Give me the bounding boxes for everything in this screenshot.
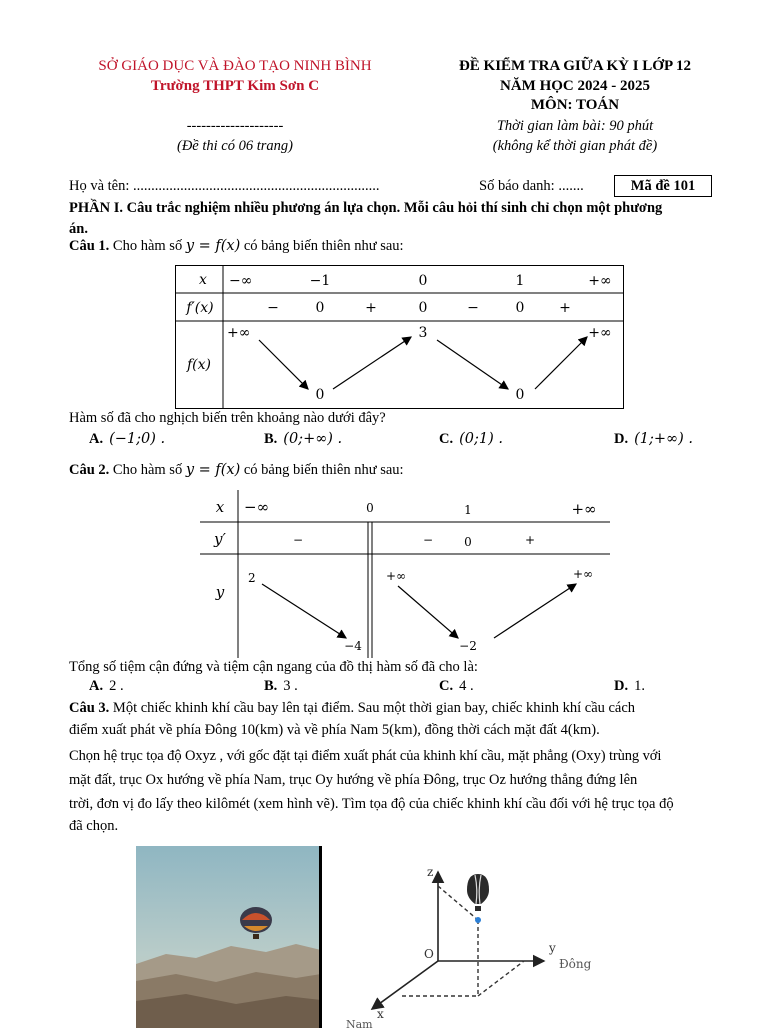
- q2-x-1: 1: [464, 503, 472, 517]
- q1-option-a[interactable]: [89, 431, 165, 448]
- q1-x-1: 1: [515, 273, 525, 289]
- q1-prompt: [69, 238, 404, 255]
- q1-x-pos-inf: +∞: [588, 273, 612, 289]
- q1-option-c-text: (0;1) .: [459, 431, 503, 447]
- q2-option-b-text: 3 .: [283, 678, 298, 694]
- exam-title: ĐỀ KIỂM TRA GIỮA KỲ I LỚP 12: [458, 58, 692, 74]
- q1-deriv-zero-3: 0: [515, 300, 525, 316]
- part1-title: [69, 198, 739, 240]
- q3-label: Câu 3.: [69, 700, 110, 716]
- student-name-field: Họ và tên: ....................................................................: [69, 178, 380, 194]
- q2-y-val-1: 2: [248, 571, 256, 585]
- pages-note: (Đề thi có 06 trang): [177, 138, 293, 154]
- q1-f-val-4: 0: [515, 387, 525, 403]
- q1-x-neg1: −1: [309, 273, 331, 289]
- q3-line3: Chọn hệ trục tọa độ Oxyz , với gốc đặt tại điểm xuất phát của khinh khí cầu, mặt phẳng (Oxy) trùng với: [69, 748, 662, 764]
- q2-option-d[interactable]: [614, 678, 645, 695]
- q3-line6: đã chọn.: [69, 818, 119, 834]
- q3-line5: trời, đơn vị đo lấy theo kilômét (xem hình vẽ). Tìm tọa độ của chiếc khinh khí cầu đối với hệ trục tọa độ: [69, 796, 674, 812]
- school-name: Trường THPT Kim Sơn C: [150, 78, 320, 94]
- q1-f-val-5: +∞: [588, 325, 612, 341]
- q1-f-val-1: +∞: [227, 325, 251, 341]
- east-label: Đông: [559, 957, 592, 971]
- q1-x-0: 0: [418, 273, 428, 289]
- q1-variation-table: [175, 265, 625, 410]
- q1-option-d[interactable]: [614, 431, 693, 448]
- q1-arrow-down-1: [259, 340, 308, 389]
- q2-text-pre: Cho hàm số: [112, 462, 183, 478]
- q2-option-b-label: B.: [264, 678, 278, 694]
- y-axis-label: y: [549, 941, 556, 955]
- q1-question: Hàm số đã cho nghịch biến trên khoảng nào dưới đây?: [69, 410, 386, 426]
- q1-deriv-sign-1: −: [267, 300, 279, 316]
- q1-option-d-text: (1;+∞) .: [634, 431, 693, 447]
- x-axis-label: x: [377, 1007, 384, 1021]
- q1-arrow-up-1: [333, 337, 411, 389]
- q1-text-pre: Cho hàm số: [112, 238, 183, 254]
- q2-deriv-sign-1: −: [292, 533, 304, 547]
- q1-function: y = f(x): [185, 238, 241, 254]
- q2-arrow-down-2: [398, 586, 458, 638]
- q1-option-a-label: A.: [89, 431, 104, 447]
- q2-option-d-label: D.: [614, 678, 629, 694]
- q2-y-label: y: [215, 583, 225, 601]
- q3-axis-diagram: [330, 846, 620, 1028]
- q3-line2: điểm xuất phát về phía Đông 10(km) và về phía Nam 5(km), đồng thời cách mặt đất 4(km).: [69, 722, 600, 738]
- q1-f-val-3: 3: [418, 325, 428, 341]
- q2-deriv-label: y′: [214, 530, 226, 548]
- q1-deriv-sign-4: +: [559, 300, 571, 316]
- school-year: NĂM HỌC 2024 - 2025: [500, 78, 650, 94]
- q2-option-c[interactable]: [439, 678, 474, 695]
- balloon-photo-image: [136, 846, 321, 1028]
- q2-option-c-label: C.: [439, 678, 454, 694]
- q1-deriv-sign-3: −: [467, 300, 479, 316]
- q1-x-neg-inf: −∞: [229, 273, 253, 289]
- q2-deriv-zero: 0: [464, 535, 472, 549]
- q1-x-label: x: [199, 272, 207, 288]
- q1-deriv-zero-1: 0: [315, 300, 325, 316]
- q2-text-post: có bảng biến thiên như sau:: [243, 462, 404, 478]
- q1-f-label: f(x): [186, 357, 212, 373]
- south-label: Nam: [346, 1018, 373, 1028]
- balloon-photo: [136, 846, 321, 1028]
- q2-x-pos-inf: +∞: [571, 500, 597, 518]
- q2-deriv-sign-2: −: [422, 533, 434, 547]
- z-axis-label: z: [427, 865, 434, 879]
- duration-note: (không kể thời gian phát đề): [492, 138, 658, 154]
- q2-x-label: x: [215, 498, 225, 516]
- student-id-field: Số báo danh: .......: [479, 178, 584, 194]
- q1-option-c-label: C.: [439, 431, 454, 447]
- q2-y-val-4: −2: [459, 639, 477, 653]
- q1-deriv-sign-2: +: [365, 300, 377, 316]
- q2-variation-table: [200, 490, 610, 658]
- q1-option-b-text: (0;+∞) .: [283, 431, 343, 447]
- q2-x-0: 0: [366, 501, 374, 515]
- q1-label: Câu 1.: [69, 238, 110, 254]
- q3-line1-text: Một chiếc khinh khí cầu bay lên tại điểm. Sau một thời gian bay, chiếc khinh khí cầu cách: [112, 700, 636, 716]
- q2-y-val-2: −4: [344, 639, 362, 653]
- q2-option-c-text: 4 .: [459, 678, 474, 694]
- q2-y-val-3: +∞: [385, 569, 407, 583]
- balloon-icon: [467, 874, 489, 911]
- q3-text: [69, 697, 739, 837]
- q1-option-d-label: D.: [614, 431, 629, 447]
- origin-label: O: [424, 947, 434, 961]
- q2-option-a-label: A.: [89, 678, 104, 694]
- q1-option-b-label: B.: [264, 431, 278, 447]
- q2-y-val-5: +∞: [572, 567, 594, 581]
- q1-option-a-text: (−1;0) .: [109, 431, 166, 447]
- q2-prompt: [69, 462, 404, 479]
- q3-line1: [69, 697, 739, 719]
- q1-deriv-label: f′(x): [186, 300, 214, 316]
- q1-option-c[interactable]: [439, 431, 503, 448]
- q2-option-a-text: 2 .: [109, 678, 124, 694]
- q2-arrow-down-1: [262, 584, 346, 638]
- q1-arrow-down-2: [437, 340, 508, 389]
- q1-f-val-2: 0: [315, 387, 325, 403]
- q3-line4: mặt đất, trục Ox hướng về phía Nam, trục Oy hướng về phía Đông, trục Oz hướng thẳng đứng lên: [69, 772, 638, 788]
- part1-title-line1: PHẦN I. Câu trắc nghiệm nhiều phương án lựa chọn. Mỗi câu hỏi thí sinh chỉ chọn một phương: [69, 200, 663, 216]
- q2-option-b[interactable]: [264, 678, 298, 695]
- q1-deriv-zero-2: 0: [418, 300, 428, 316]
- q2-option-d-text: 1.: [634, 678, 645, 694]
- q2-question: Tổng số tiệm cận đứng và tiệm cận ngang của đồ thị hàm số đã cho là:: [69, 659, 478, 675]
- q1-arrow-up-2: [535, 337, 587, 389]
- q2-deriv-sign-3: +: [524, 533, 536, 547]
- q2-x-neg-inf: −∞: [244, 498, 270, 516]
- x-axis: [372, 961, 438, 1009]
- subject: MÔN: TOÁN: [530, 97, 620, 113]
- q2-option-a[interactable]: [89, 678, 124, 695]
- department-name: SỞ GIÁO DỤC VÀ ĐÀO TẠO NINH BÌNH: [98, 58, 372, 74]
- q1-option-b[interactable]: [264, 431, 342, 448]
- q2-function: y = f(x): [185, 462, 241, 478]
- header-divider: --------------------: [186, 118, 284, 134]
- q1-text-post: có bảng biến thiên như sau:: [243, 238, 404, 254]
- duration: Thời gian làm bài: 90 phút: [496, 118, 654, 134]
- part1-title-line2: án.: [69, 221, 88, 237]
- q2-label: Câu 2.: [69, 462, 110, 478]
- photo-border: [319, 846, 322, 1028]
- q2-arrow-up: [494, 584, 576, 638]
- exam-code-box: Mã đề 101: [614, 175, 712, 197]
